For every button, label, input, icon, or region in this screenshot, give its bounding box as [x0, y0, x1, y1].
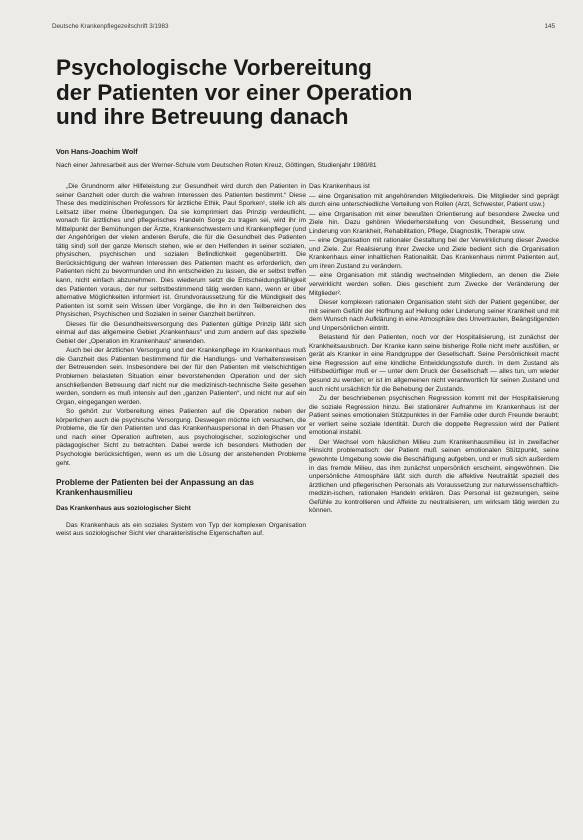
title-line-2: der Patienten vor einer Operation	[56, 79, 413, 105]
page-number: 145	[544, 23, 555, 30]
paragraph: Auch bei der ärztlichen Versorgung und der Krankenpflege im Krankenhaus muß die Ganzheit des Patienten bestimmend für die Handlungs- und Verhaltensweisen der Betreuenden sein. Insbesondere bei der für den Patienten mit vielschichtigen Problemen belasteten Situation einer bevorstehenden Operation und der sich anschließenden Betreuung darf nicht nur die medizinisch-technische Seite gesehen werden, sondern es muß intensiv auf den „ganzen Patienten“, und nicht nur auf ein Organ, eingegangen werden.	[56, 347, 306, 406]
list-item: — eine Organisation mit ständig wechselnden Mitgliedern, an denen die Ziele verwirklicht werden sollen. Dies geschieht zum Zwecke der Veränderung der Mitglieder².	[309, 272, 559, 297]
paragraph: Das Krankenhaus als ein soziales System von Typ der komplexen Organisation weist aus soziologischer Sicht vier charakteristische Eigenschaften auf.	[56, 521, 306, 538]
list-item: — eine Organisation mit rationaler Gestaltung bei der Verwirklichung dieser Zwecke und Ziele. Zur Realisierung ihrer Zwecke und Ziele bedient sich die Organisation Krankenhaus einer inhaltlichen Rationalität. Das Krankenhaus nimmt Patienten auf, um ihren Zustand zu verändern.	[309, 237, 559, 270]
left-column	[56, 183, 306, 540]
author-byline: Von Hans-Joachim Wolf	[56, 147, 138, 156]
running-header	[52, 23, 555, 35]
right-column	[309, 183, 559, 517]
list-item: — eine Organisation mit einer bewußten Orientierung auf besondere Zwecke und Ziele hin. Dazu gehören Wiederherstellung von Gesundheit, Besserung und Linderung von Krankheit, Rehabilitation, Pflege, Diagnostik, Therapie usw.	[309, 210, 559, 235]
title-line-3: und ihre Betreuung danach	[56, 104, 349, 129]
paragraph: So gehört zur Vorbereitung eines Patienten auf die Operation neben der körperlichen auch die psychische Versorgung. Deswegen möchte ich versuchen, die Probleme, die für den Patienten und das Krankenhauspersonal in den Phasen vor und nach einer Operation auftreten, aus psychologischer, soziologischer und pädagogischer Sicht zu betrachten. Dabei werde ich besonders Methoden der Psychologie berücksichtigen, wenn es um die Lösung der anstehenden Probleme geht.	[56, 408, 306, 467]
list-item: — eine Organisation mit angehörenden Mitgliederkreis. Die Mitglieder sind geprägt durch eine unterschiedliche Verteilung von Rollen (Arzt, Schwester, Patient usw.)	[309, 192, 559, 209]
paragraph: Dieses für die Gesundheitsversorgung des Patienten gültige Prinzip läßt sich einmal auf das allgemeine Gebiet „Krankenhaus“ und zum andern auf das spezielle Gebiet der „Operation im Krankenhaus“ anwenden.	[56, 320, 306, 345]
paragraph: Das Krankenhaus ist	[309, 183, 370, 190]
journal-name: Deutsche Krankenpflegezeitschrift 3/1983	[52, 23, 169, 30]
title-line-1: Psychologische Vorbereitung	[56, 55, 372, 80]
paragraph: „Die Grundnorm aller Hilfeleistung zur Gesundheit wird durch den Patienten in seiner Ganzheit oder durch die wahren Interessen des Patienten bestimmt.“ Diese These des medizinischen Professors für ärztliche Ethik, Paul Sporken¹, stelle ich als Leitsatz über meine Überlegungen. Da sie komprimiert das Prinzip verdeutlicht, wonach für ärztliches und pflegerisches Handeln Sorge zu tragen sei, wird ihr im Mittelpunkt der Bemühungen der Ärzte, Krankenschwestern und Krankenpfleger (und der Angehörigen der vielen anderen Berufe, die für die Gesundheit des Patienten tätig sind) soll der ganze Mensch stehen, wie er den Helfenden in seiner sozialen, physischen, psychischen und sozialen Befindlichkeit gegenübertritt. Die Berücksichtigung der wahren Interessen des Patienten macht es erforderlich, den Patienten nicht zu bevormunden und ihn entscheiden zu lassen, die er selbst treffen kann, nicht einfach abzunehmen. Dies wiederum setzt die Entscheidungsfähigkeit des Patienten voraus, der nur selbstbestimmend tätig werden kann, wenn er über alternative Möglichkeiten informiert ist. Grundvoraussetzung für die Mündigkeit des Patienten ist somit sein Wissen über Vorgänge, die ihn in den Teilbereichen des Physischen, Psychischen und Sozialen in seiner Ganzheit berühren.	[56, 183, 306, 319]
subsection-heading: Das Krankenhaus aus soziologischer Sicht	[56, 505, 191, 513]
paragraph: Dieser komplexen rationalen Organisation steht sich der Patient gegenüber, der mit seinem Gefühl der Hoffnung auf Heilung oder Linderung seiner Krankheit und mit dem Wunsch nach Aufklärung in eine Atmosphäre des Unvertrauten, Beängstigenden und Unpersönlichen eintritt.	[309, 299, 559, 332]
paragraph: Zu der beschriebenen psychischen Regression kommt mit der Hospitalisierung die soziale Regression hinzu. Bei stationärer Aufnahme im Krankenhaus ist der Patient seines emotionalen Stützpunktes in der Familie oder durch Freunde beraubt; er verliert seine soziale Identität. Durch die doppelte Regression wird der Patient emotional instabil.	[309, 395, 559, 437]
paragraph: Belastend für den Patienten, noch vor der Hospitalisierung, ist zunächst der Krankheitsausbruch. Der Kranke kann seine bisherige Rolle nicht mehr ausfüllen, er gerät als Kranker in eine Randgruppe der Gesellschaft. Seine Persönlichkeit macht eine Regression auf eine kindliche Entwicklungsstufe durch. In dem Zustand als Hilfsbedürftiger muß er — unter dem Druck der Gesellschaft — alles tun, um wieder gesund zu werden; er ist im allgemeinen nicht verantwortlich für seinen Zustand und auch nicht ursächlich für die Behebung der Zustands.	[309, 334, 559, 393]
section-heading: Probleme der Patienten bei der Anpassung an das Krankenhausmilieu	[56, 477, 254, 498]
paragraph: Der Wechsel vom häuslichen Milieu zum Krankenhausmilieu ist in zweifacher Hinsicht problematisch: der Patient muß seinen emotionalen Stützpunkt, seine gewohnte Umgebung sowie die Beschäftigung aufgeben, und er muß sich außerdem in das fremde Milieu, das ihm zunächst unpersönlich erscheint, eingewöhnen. Die unpersönliche Atmosphäre läßt sich durch die affektive Neutralität speziell des ärztlichen und pflegerischen Personals als Voraussetzung zur naturwissenschaftlich-medizin-ischen, rationalen Handeln erklären. Das Personal ist gezwungen, seine Gefühle zu kontrollieren und Affekte zu neutralisieren, um wirksam tätig werden zu können.	[309, 438, 559, 515]
article-title	[56, 56, 536, 130]
intro-note: Nach einer Jahresarbeit aus der Werner-Schule vom Deutschen Roten Kreuz, Göttingen, Studienjahr 1980/81	[56, 162, 377, 169]
